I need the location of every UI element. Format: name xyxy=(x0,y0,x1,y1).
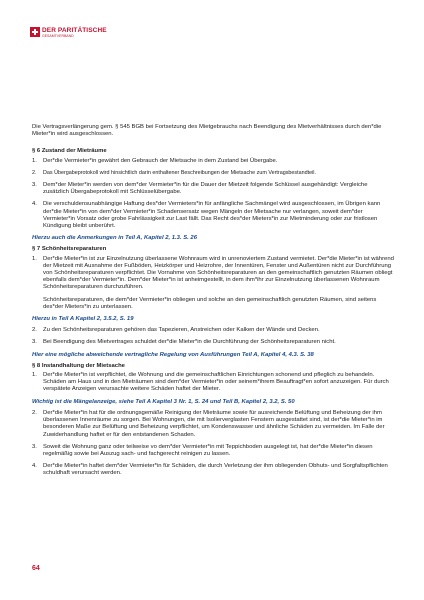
reference-note: Hierzu in Teil A Kapitel 2, 3.5.2, S. 19 xyxy=(32,316,134,323)
logo-sub: GESAMTVERBAND xyxy=(42,34,74,38)
intro-paragraph: Die Vertragsverlängerung gem. § 545 BGB bei Fortsetzung des Mietgebrauchs nach Beendigung des Mietverhältnisses durch den*die Mieter*in wird ausgeschlossen. xyxy=(32,124,382,138)
document-body xyxy=(32,124,394,483)
list-item: 3. Dem*der Mieter*in werden von dem*der Vermieter*in für die Dauer der Mietzeit folgende Schlüssel ausgehändigt: Vergleiche zusätzlich Übergabeprotokoll mit Schlüsselübergabe. xyxy=(32,182,368,196)
list-item: 1. Der*die Mieter*in ist verpflichtet, die Wohnung und die gemeinschaftlichen Einrichtungen schonend und pfleglich zu behandeln. Schäden am Haus und in den Mieträumen sind dem*der Vermieter*in oder seinem*ihrem Beauftragt*en sofort anzuzeigen. Für durch verspätete Anzeigen verursachte weitere Schäden haftet der Mieter. xyxy=(32,372,389,393)
logo-icon xyxy=(30,27,40,37)
list-item: 1. Der*die Mieter*in ist zur Einzelnutzung überlassene Wohnraum wird in unrenoviertem Zustand vermietet. Der*die Mieter*in ist während der Mietzeit mit Ausnahme der Fußböden, Heizkörper und Heizrohre, der Innentüren, Fenster und Außentüren nicht zur Durchführung von Schönheitsreparaturen verpflichtet. Die Vornahme von Schönheitsreparaturen an den gemeinschaftlich genutzten Räumen obliegt ebenfalls dem*der Vermieter*in. Dem*der Mieter*in ist anheimgestellt, in dem ihm*ihr zur Einzelnutzung überlassenen Wohnraum Schönheitsreparaturen durchzuführen. xyxy=(32,255,394,291)
list-item: 3. Soweit die Wohnung ganz oder teilweise vo dem*der Vermieter*in mit Teppichboden ausgelegt ist, hat der*die Mieter*in diesen regelmäßig sowie bei Auszug sach- und fachgerecht reinigen zu lassen. xyxy=(32,443,373,457)
logo xyxy=(30,24,40,42)
list-item: 3. Bei Beendigung des Mietvertrages schuldet der*die Mieter*in die Durchführung der Schönheitsreparaturen nicht. xyxy=(32,339,336,346)
list-item: 2. Der*die Mieter*in hat für die ordnungsgemäße Reinigung der Mieträume sowie für ausreichende Belüftung und Beheizung der ihm überlassenen Innenräume zu sorgen. Bei Wohnungen, die mit Isolierverglasten Fenstern ausgestattet sind, ist der*die Mieter*in im besonderen Maße zur Belüftung und Beheizung verpflichtet, um Kondenswasser und ähnliche Schäden zu vermeiden. Im Falle der Zuwiderhandlung haftet er für den entstandenen Schaden. xyxy=(32,409,385,438)
list-item: 1. Der*die Vermieter*in gewährt den Gebrauch der Mietsache in dem Zustand bei Übergabe. xyxy=(32,157,278,164)
list-item: 2. Zu den Schönheitsreparaturen gehören das Tapezieren, Anstreichen oder Kalken der Wände und Decken. xyxy=(32,327,320,334)
list-item: 2. Das Übergabeprotokoll wird hinsichtlich darin enthaltener Beschreibungen der Mietsache zum Vertragsbestandteil. xyxy=(32,169,316,176)
reference-note: Wichtig ist die Mängelanzeige, siehe Teil A Kapitel 3 Nr. 1, S. 24 und Teil B, Kapitel 2, 3.2, S. 50 xyxy=(32,398,295,405)
section-7-heading: § 7 Schönheitsreparaturen xyxy=(32,246,107,253)
section-8-heading: § 8 Instandhaltung der Mietsache xyxy=(32,362,125,369)
reference-note: Hierzu auch die Anmerkungen in Teil A, Kapitel 2, 1.3. S. 26 xyxy=(32,235,197,242)
list-item: 4. Der*die Mieter*in haftet dem*der Vermieter*in für Schäden, die durch Verletzung der ihm obliegenden Obhuts- und Sorgfaltspflichten schuldhaft verursacht werden. xyxy=(32,463,388,477)
list-item-continuation: Schönheitsreparaturen, die dem*der Vermieter*in obliegen und solche an den gemeinschaftlich genutzten Räumen, sind seitens des*der Mieters*in zu unterlassen. xyxy=(43,296,377,310)
page-number: 64 xyxy=(32,565,40,572)
section-6-heading: § 6 Zustand der Mieträume xyxy=(32,148,107,155)
reference-note: Hier eine mögliche abweichende vertragliche Regelung von Ausführungen Teil A, Kapitel 4, 4.3. S. 38 xyxy=(32,351,314,358)
list-item: 4. Die verschuldensunabhängige Haftung des*der Vermieters*in für anfängliche Sachmängel wird ausgeschlossen, im Übrigen kann der*die Mieter*in von dem*der Vermieter*in Schadensersatz wegen Mängeln der Mietsache nur verlangen, soweit dem*der Vermieter*in Vorsatz oder grobe Fahrlässigkeit zur Last fällt. Das Recht des*der Mieters*in zur Mietminderung oder zur fristlosen Kündigung bleibt unberührt. xyxy=(32,201,381,230)
logo-name: DER PARITÄTISCHE xyxy=(42,27,107,34)
